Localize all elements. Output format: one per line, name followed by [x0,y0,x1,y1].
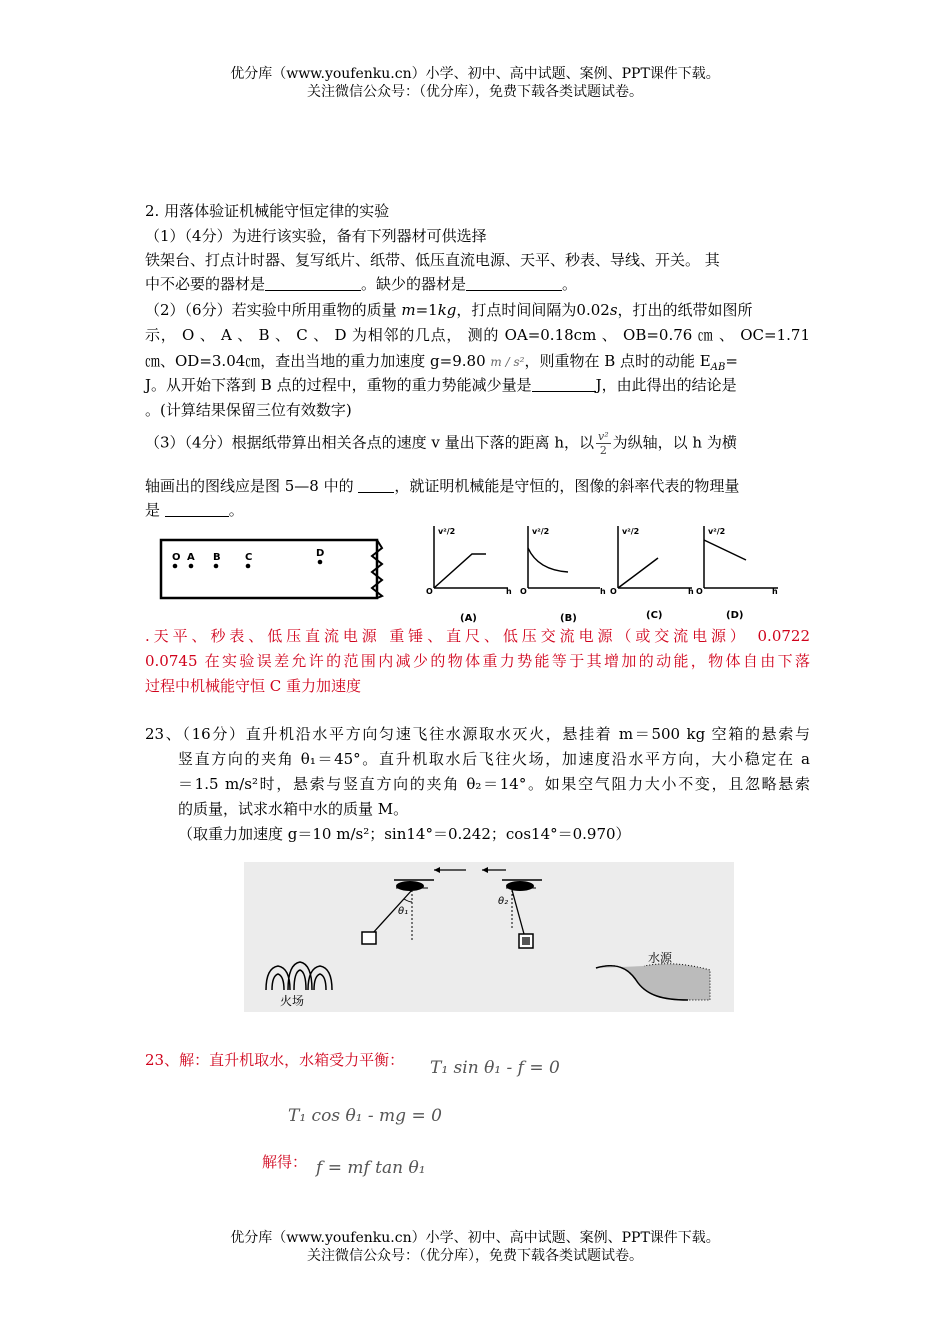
blank-unneeded [265,274,361,291]
theta1-label: θ₁ [398,906,409,917]
svg-text:v²/2: v²/2 [438,527,456,536]
q2-part2-line1: （2）（6分）若实验中所用重物的质量 m=1kg，打点时间间隔为0.02s，打出的纸带如图所 [145,301,753,319]
svg-text:v²/2: v²/2 [708,527,726,536]
blank-potential-loss [532,375,596,392]
tape-label-b: B [213,552,221,563]
equation-2: T₁ cos θ₁ - mg = 0 [288,1106,442,1126]
tape-label-d: D [316,548,325,559]
q2-part1-line1: （1）（4分）为进行该实验，备有下列器材可供选择 [145,227,487,245]
q2-title: 2. 用落体验证机械能守恒定律的实验 [145,202,390,220]
header-line-1: 优分库（www.youfenku.cn）小学、初中、高中试题、案例、PPT课件下载。 [230,66,720,82]
q23-line4: 的质量，试求水箱中水的质量 M。 [178,800,409,818]
graph-b-curve [528,548,568,572]
theta2-label: θ₂ [498,896,509,907]
helicopter-figure [244,862,734,1012]
q2-answer-line2: 0.0745 在实验误差允许的范围内减少的物体重力势能等于其增加的动能，物体自由下落 [145,652,810,670]
q2-part2-line3: ㎝、OD=3.04㎝，查出当地的重力加速度 g=9.80 m / s²，则重物在 B 点时的动能 $E_{AB}=$ [145,352,738,373]
graph-c [610,526,694,621]
q2-part2-line2: 示， O 、 A 、 B 、 C 、 D 为相邻的几点， 测的 OA=0.18cm 、 OB=0.76 ㎝ 、 OC=1.71 [145,326,810,344]
tape-label-o: O [172,552,181,563]
graph-a [426,526,512,624]
tape-dot-c [246,564,251,569]
svg-text:h: h [600,587,606,596]
q2-part1-line2: 铁架台、打点计时器、复写纸片、纸带、低压直流电源、天平、秒表、导线、开关。 其 [145,251,720,269]
equation-1: T₁ sin θ₁ - f = 0 [430,1058,560,1078]
tape-dot-a [189,564,194,569]
blank-missing [466,274,562,291]
svg-text:O: O [610,587,617,596]
q23-line2: 竖直方向的夹角 θ₁＝45°。直升机取水后飞往火场，加速度沿水平方向，大小稳定在 a [178,750,810,768]
graphs-figure [420,520,790,628]
q2-part2-line4: J。从开始下落到 B 点的过程中，重物的重力势能减少量是 J，由此得出的结论是 [145,376,737,394]
q2-part1-line3: 中不必要的器材是 。缺少的器材是 。 [145,275,578,293]
graph-c-curve [618,558,658,588]
tape-dot-b [214,564,219,569]
q23-solution-intro: 23、解：直升机取水，水箱受力平衡： [145,1051,405,1069]
tape-dot-o [173,564,178,569]
graph-d-curve [704,540,746,560]
svg-text:v²/2: v²/2 [532,527,550,536]
q2-part3-line3: 是 。 [145,501,244,519]
q23-line1: 23、（16分）直升机沿水平方向匀速飞往水源取水灭火，悬挂着 m＝500 kg 空箱的悬索与 [145,725,810,743]
svg-text:O: O [520,587,527,596]
header-line-2: 关注微信公众号：（优分库），免费下载各类试题试卷。 [307,84,643,100]
tape-label-a: A [187,552,195,563]
equation-3: f = mf tan θ₁ [316,1158,426,1178]
v2-over-2-fraction: $\frac{\text{v²}}{2}$ [598,430,609,457]
caption-a: (A) [460,613,477,624]
q2-answer-line3: 过程中机械能守恒 C 重力加速度 [145,677,362,695]
tape-dot-d [318,560,323,565]
q2-part3-line2: 轴画出的图线应是图 5—8 中的 ，就证明机械能是守恒的，图像的斜率代表的物理量 [145,477,740,495]
q2-part2-line5: 。(计算结果保留三位有效数字) [145,401,352,419]
footer-line-1: 优分库（www.youfenku.cn）小学、初中、高中试题、案例、PPT课件下载。 [230,1230,720,1246]
caption-d: (D) [726,610,744,621]
fire-label: 火场 [280,994,305,1008]
q23-solution-get: 解得： [262,1153,308,1171]
svg-text:h: h [772,587,778,596]
svg-text:v²/2: v²/2 [622,527,640,536]
svg-text:h: h [688,587,694,596]
graph-b [520,526,606,624]
tape-label-c: C [245,552,253,563]
q2-part3-line1: （3）（4分）根据纸带算出相关各点的速度 v 量出下落的距离 h，以 $\frac{\text{v²}}{2}$ 为纵轴，以 h 为横 [145,430,737,457]
blank-slope-meaning [165,500,229,517]
caption-b: (B) [560,613,577,624]
footer-line-2: 关注微信公众号：（优分库），免费下载各类试题试卷。 [307,1248,643,1264]
graph-a-curve [434,554,486,588]
blank-graph-choice [358,476,394,493]
graph-d [696,526,778,621]
svg-text:O: O [696,587,703,596]
q23-line5: （取重力加速度 g＝10 m/s²；sin14°＝0.242；cos14°＝0.970） [178,825,631,843]
caption-c: (C) [646,610,663,621]
svg-text:h: h [506,587,512,596]
water-label: 水源 [648,951,673,965]
svg-text:O: O [426,587,433,596]
q23-line3: ＝1.5 m/s²时，悬索与竖直方向的夹角 θ₂＝14°。如果空气阻力大小不变，且忽略悬索 [178,775,810,793]
paper-tape-figure [158,536,393,608]
q2-answer-line1: .天平、秒表、低压直流电源 重锤、直尺、低压交流电源（或交流电源） 0.0722 [145,627,810,645]
